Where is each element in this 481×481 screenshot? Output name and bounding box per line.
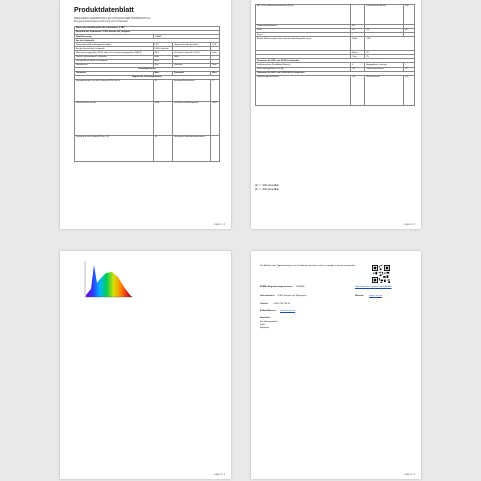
web-link[interactable]: www.v-tac.eu	[369, 295, 383, 297]
row-label: Hülle:	[172, 55, 210, 59]
section-mls-params: Parameter für LED- und OLED-MLS-Lichtquellen	[256, 71, 415, 75]
param-header: Parameter	[172, 71, 210, 75]
row-label: Farbkonsistenz (MacAdam-Ellipsen)	[256, 63, 351, 67]
section-product-params: Produktparameter	[75, 67, 220, 71]
row-value: -	[211, 136, 220, 162]
param-header: Wert	[211, 71, 220, 75]
row-label: Ungerichtet oder gerichtet:	[172, 43, 210, 47]
datasheet-page-4	[251, 251, 421, 479]
row-label: Energieeffizienzklasse	[172, 80, 210, 102]
page-number: page 3 / 4	[214, 473, 225, 476]
row-value: DLS	[211, 43, 220, 47]
param-header: Wert	[153, 71, 172, 75]
row-label: Blendschutz:	[75, 63, 154, 67]
row-label: Dimmbar:	[172, 63, 210, 67]
row-value: 1200	[365, 37, 415, 51]
row-value: 0.9	[351, 67, 365, 71]
row-label: Bei CLS im Bereitschaftszustand (Pnet)	[256, 5, 351, 25]
row-label: Rmax	[256, 33, 351, 37]
row-value: Nein	[153, 63, 172, 67]
row-value: 100	[404, 5, 415, 25]
spectral-distribution-chart	[82, 259, 134, 299]
row-label: Art des Sockels der Lichtquelle	[75, 47, 154, 51]
row-value: 19	[153, 80, 172, 102]
params-table-cont	[255, 4, 415, 106]
datasheet-page-1	[60, 0, 231, 229]
page-number: page 4 / 4	[404, 473, 415, 476]
row-value: 0.7	[404, 67, 415, 71]
row-label: Rmin	[256, 29, 351, 33]
row-label: Angegebene Leistung	[365, 63, 404, 67]
phone-label: Telefon:	[260, 303, 269, 305]
model-label: Modellkennung:	[75, 35, 154, 39]
eprel-value: 1080966	[296, 286, 305, 288]
address-line-2: Sofia	[260, 324, 265, 326]
row-label: Lichtquelle mit hoher Leuchtdichte:	[75, 59, 154, 63]
supplier-table	[74, 26, 220, 162]
row-value: 25	[365, 51, 415, 55]
intro-text: Die Modell- oder Typenkennung ist im Produkt gespeichert, und es ist möglich, darauf zuzugreifen:	[260, 265, 356, 267]
eprel-label: EPREL-Registrierungsnummer:	[260, 286, 293, 288]
row-value: -	[351, 5, 365, 25]
row-label: Netzspannungsgeführt (MLS) oder nicht netzspannungsgeführt (NMLS)	[75, 51, 154, 55]
row-value: 80	[404, 29, 415, 33]
section-led-params: Parameter für LED- und OLED-Lichtquellen	[256, 59, 415, 63]
datasheet-page-3	[60, 251, 231, 479]
row-value: Nein	[211, 51, 220, 55]
row-value: MLS	[153, 51, 172, 55]
row-value: 1800	[153, 102, 172, 136]
address-line-3: Bulgarien	[260, 327, 270, 329]
address-line-1: bul. Botevgradsko	[260, 321, 278, 323]
row-label: Lichtausbeute (lm/W)	[365, 5, 404, 25]
row-label: Nutzlichtstrom (Φuse)	[75, 102, 154, 136]
row-value: 80	[351, 25, 365, 29]
row-sub-label: Tiefe	[351, 55, 365, 59]
page-title: Produktdatenblatt	[74, 7, 134, 14]
company-label: Unternehmen:	[260, 295, 275, 297]
email-label: E-Mail-Adresse:	[260, 310, 277, 312]
supplier-address: Anschrift des Lieferanten: V-TAC Europe Ltd., Bulgaria	[75, 31, 220, 35]
section-general-params: Allgemeine Produktparameter	[75, 75, 220, 79]
param-header: Parameter	[75, 71, 154, 75]
row-value: -	[351, 33, 365, 37]
row-label: Verwendete Beleuchtungstechnologie:	[75, 43, 154, 47]
page-number: page 2 / 4	[404, 223, 415, 226]
subtitle-line-1: DELEGIERTE VERORDNUNG (EU) 2019/2015 DER KOMMISSION zur	[74, 17, 151, 20]
qr-code-icon[interactable]	[372, 265, 390, 283]
web-label: Website:	[355, 295, 365, 297]
row-label: Korrelierte Farbtemperatur	[172, 102, 210, 136]
model-value: 216689	[153, 35, 219, 39]
supplier-name: Name oder Handelsmarke des Lieferanten: V-TAC	[75, 27, 220, 31]
row-label: Leistung im Bereitschaftszustand	[172, 136, 210, 162]
email-link[interactable]: office@v-tac.eu	[280, 310, 296, 312]
row-value: 18	[153, 136, 172, 162]
row-label: Vernetzte Lichtquelle (CLS):	[172, 51, 210, 55]
row-value: 25	[365, 55, 415, 59]
subtitle-line-2: Energieverbrauchskennzeichnung von Lichtquellen	[74, 20, 129, 23]
footnote-a: (a) "-": nicht anwendbar	[255, 185, 279, 187]
row-label: Farbwiedergabeindex	[256, 25, 351, 29]
row-label: Äußere Abmessungen ohne separate Betriebsgeräte (mm)	[256, 37, 351, 51]
row-label: Leistung im Ein-Zustand (Pon) in W	[75, 136, 154, 162]
row-sub-label: Höhe	[351, 37, 365, 51]
row-label: Farblich abstimmbare Lichtquelle:	[75, 55, 154, 59]
address-label: Anschrift:	[260, 317, 271, 319]
row-value: 1.0	[404, 75, 415, 105]
row-value: LED-Lichtleiste	[153, 47, 172, 51]
row-sub-label: Breite	[351, 51, 365, 55]
company-value: V-TAC Europe Ltd. (Bulgarien)	[277, 295, 307, 297]
row-value: LED	[153, 43, 172, 47]
row-value: 6500	[211, 102, 220, 136]
row-label: Ra	[365, 29, 404, 33]
phone-value: +359 2 907 98 10	[273, 303, 291, 305]
eprel-link[interactable]: https://eprel.ec.europa.eu/qr/1080966	[355, 286, 392, 288]
row-label: Stroboskopeffekt-Metrik	[256, 75, 351, 105]
row-value: 80	[351, 29, 365, 33]
row-value: Nein	[211, 63, 220, 67]
section-light-source-type: Art der Lichtquelle	[75, 39, 220, 43]
row-value: -	[211, 55, 220, 59]
row-label: Flimmermetrik	[365, 75, 404, 105]
row-value: 6	[351, 63, 365, 67]
row-value: Nein	[153, 59, 172, 63]
row-value: 0.4	[351, 75, 365, 105]
row-value: F	[211, 80, 220, 102]
row-label: Lebensdauerfaktor	[365, 67, 404, 71]
page-number: page 1 / 4	[214, 223, 225, 226]
row-value: -	[404, 63, 415, 67]
row-label: Energieverbrauch im Ein-Zustand (kWh/1000 h)	[75, 80, 154, 102]
datasheet-page-2	[251, 0, 421, 229]
footnote-b: (b) "-": nicht anwendbar	[255, 189, 279, 191]
row-label: Verschiebungsfaktor (cos φ1)	[256, 67, 351, 71]
row-value: Nein	[153, 55, 172, 59]
